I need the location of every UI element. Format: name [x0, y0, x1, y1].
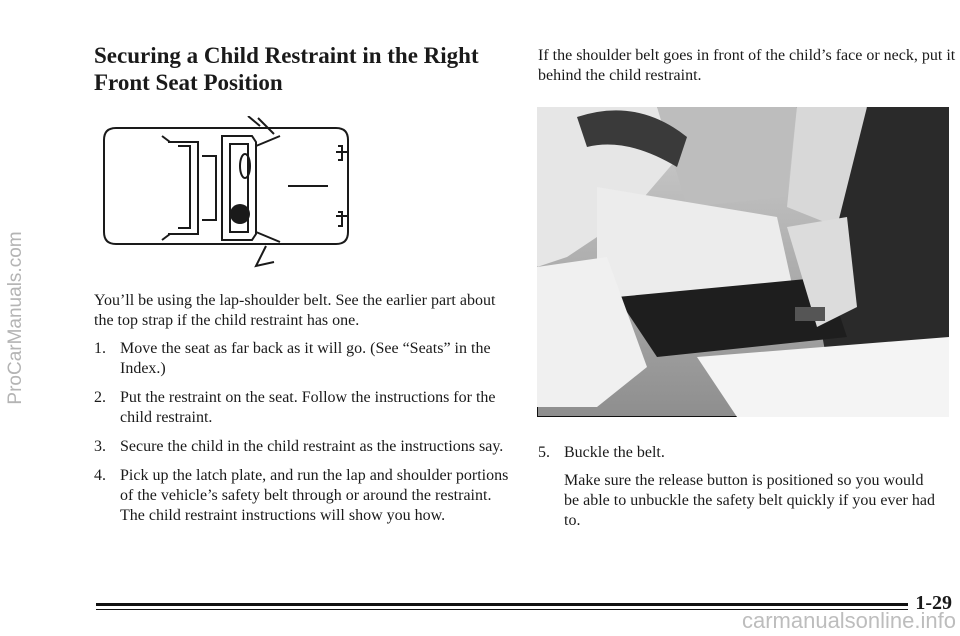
step-number: 2. — [94, 389, 106, 406]
list-item — [94, 339, 514, 379]
step-five-block — [538, 443, 938, 531]
step-number: 1. — [94, 340, 106, 357]
step-text: Move the seat as far back as it will go. (See “Seats” in the Index.) — [120, 340, 491, 377]
list-item — [94, 466, 514, 526]
step-number: 5. — [538, 444, 550, 461]
step-text: Secure the child in the child restraint as the instructions say. — [120, 438, 504, 455]
step-number: 3. — [94, 438, 106, 455]
page-number: 1-29 — [915, 592, 952, 614]
vehicle-seat-position-diagram — [98, 116, 354, 286]
step-text: Buckle the belt. — [564, 444, 665, 461]
list-item — [94, 437, 514, 457]
step-number: 4. — [94, 467, 106, 484]
step-text: Put the restraint on the seat. Follow the instructions for the child restraint. — [120, 389, 496, 426]
shoulder-belt-note: If the shoulder belt goes in front of the child’s face or neck, put it behind the child restraint. — [538, 47, 956, 84]
side-watermark: ProCarManuals.com — [5, 231, 26, 405]
intro-paragraph: You’ll be using the lap-shoulder belt. See the earlier part about the top strap if the child restraint has one. — [94, 292, 496, 329]
list-item — [94, 388, 514, 428]
step-text: Pick up the latch plate, and run the lap and shoulder portions of the vehicle’s safety belt through or around the restraint. The child restraint instructions will show you how. — [120, 467, 509, 524]
release-button-note: Make sure the release button is positioned so you would be able to unbuckle the safety belt quickly if you ever had to. — [564, 472, 935, 529]
bottom-watermark: carmanualsonline.info — [741, 608, 956, 633]
child-restraint-photo — [537, 107, 949, 417]
instruction-steps — [94, 339, 514, 535]
list-item — [538, 443, 938, 463]
footer-rule — [96, 603, 908, 606]
section-title: Securing a Child Restraint in the Right Front Seat Position — [94, 43, 479, 95]
